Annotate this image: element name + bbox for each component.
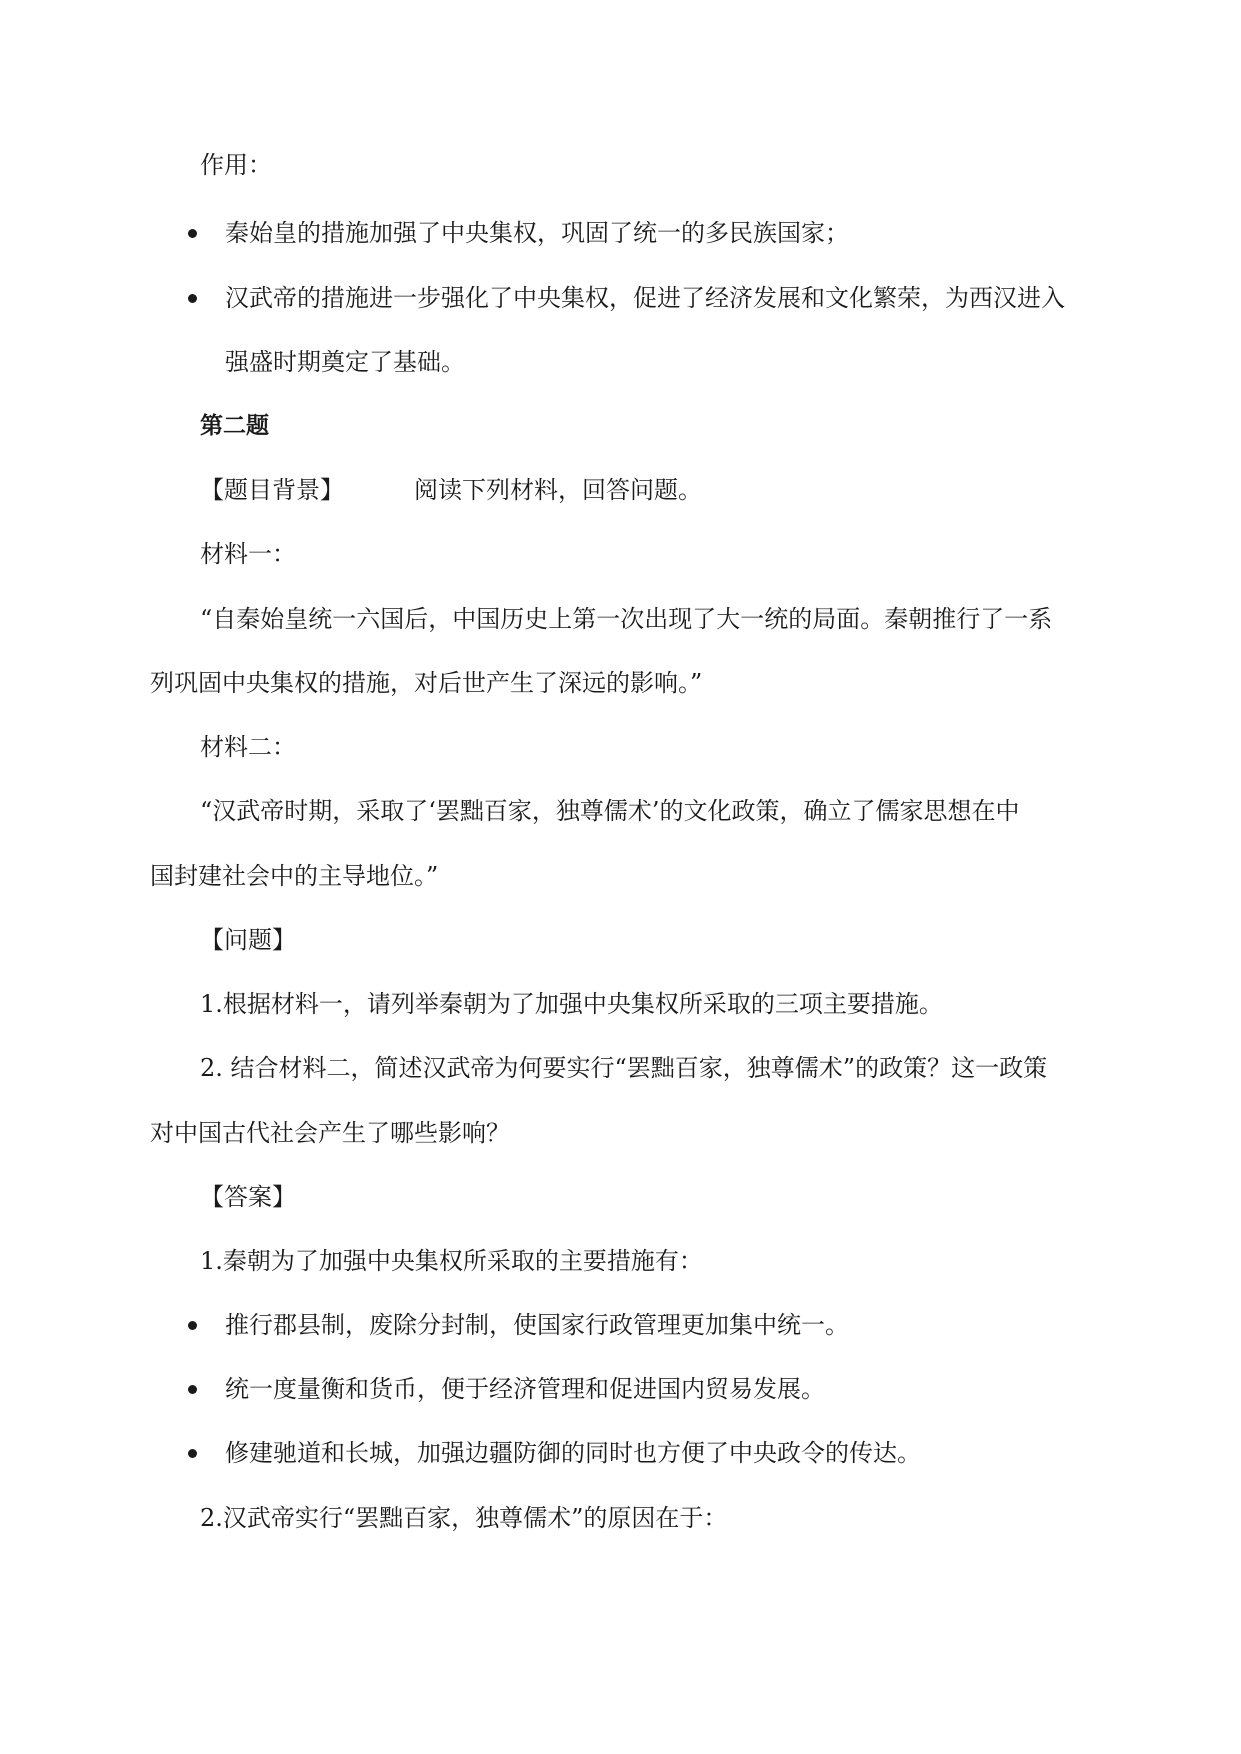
effect-label: 作用： — [200, 151, 272, 179]
question-1: 1.根据材料一，请列举秦朝为了加强中央集权所采取的三项主要措施。 — [200, 990, 943, 1018]
answer-2-intro: 2.汉武帝实行“罢黜百家，独尊儒术”的原因在于： — [200, 1504, 728, 1532]
background-label: 【题目背景】 — [200, 476, 344, 504]
answer-1-bullet-3: 修建驰道和长城，加强边疆防御的同时也方便了中央政令的传达。 — [225, 1439, 921, 1467]
material1-line-1: “自秦始皇统一六国后，中国历史上第一次出现了大一统的局面。秦朝推行了一系 — [200, 605, 1053, 633]
material1-line-2: 列巩固中央集权的措施，对后世产生了深远的影响。” — [150, 669, 703, 697]
bullet-icon — [188, 1449, 197, 1458]
bullet-icon — [188, 1321, 197, 1330]
material2-label: 材料二： — [200, 733, 296, 761]
effect-bullet-2: 汉武帝的措施进一步强化了中央集权，促进了经济发展和文化繁荣，为西汉进入 — [225, 284, 1065, 312]
bullet-icon — [188, 1385, 197, 1394]
material2-line-1: “汉武帝时期，采取了‘罢黜百家，独尊儒术’的文化政策，确立了儒家思想在中 — [200, 797, 1020, 825]
material1-label: 材料一： — [200, 540, 296, 568]
bullet-icon — [188, 294, 197, 303]
answer-1-bullet-1: 推行郡县制，废除分封制，使国家行政管理更加集中统一。 — [225, 1311, 849, 1339]
bullet-icon — [188, 229, 197, 238]
background-text: 阅读下列材料，回答问题。 — [414, 476, 702, 504]
effect-bullet-1: 秦始皇的措施加强了中央集权，巩固了统一的多民族国家； — [225, 219, 849, 247]
background-line — [200, 475, 702, 505]
question-2-line-2: 对中国古代社会产生了哪些影响？ — [150, 1119, 510, 1147]
answer-1-intro: 1.秦朝为了加强中央集权所采取的主要措施有： — [200, 1247, 703, 1275]
question-label: 【问题】 — [200, 926, 296, 954]
answer-1-bullet-2: 统一度量衡和货币，便于经济管理和促进国内贸易发展。 — [225, 1375, 825, 1403]
answer-label: 【答案】 — [200, 1183, 296, 1211]
question-2-line-1: 2. 结合材料二，简述汉武帝为何要实行“罢黜百家，独尊儒术”的政策？这一政策 — [200, 1054, 1048, 1082]
effect-bullet-2-continued: 强盛时期奠定了基础。 — [225, 348, 465, 376]
question-title: 第二题 — [200, 413, 269, 439]
material2-line-2: 国封建社会中的主导地位。” — [150, 862, 439, 890]
